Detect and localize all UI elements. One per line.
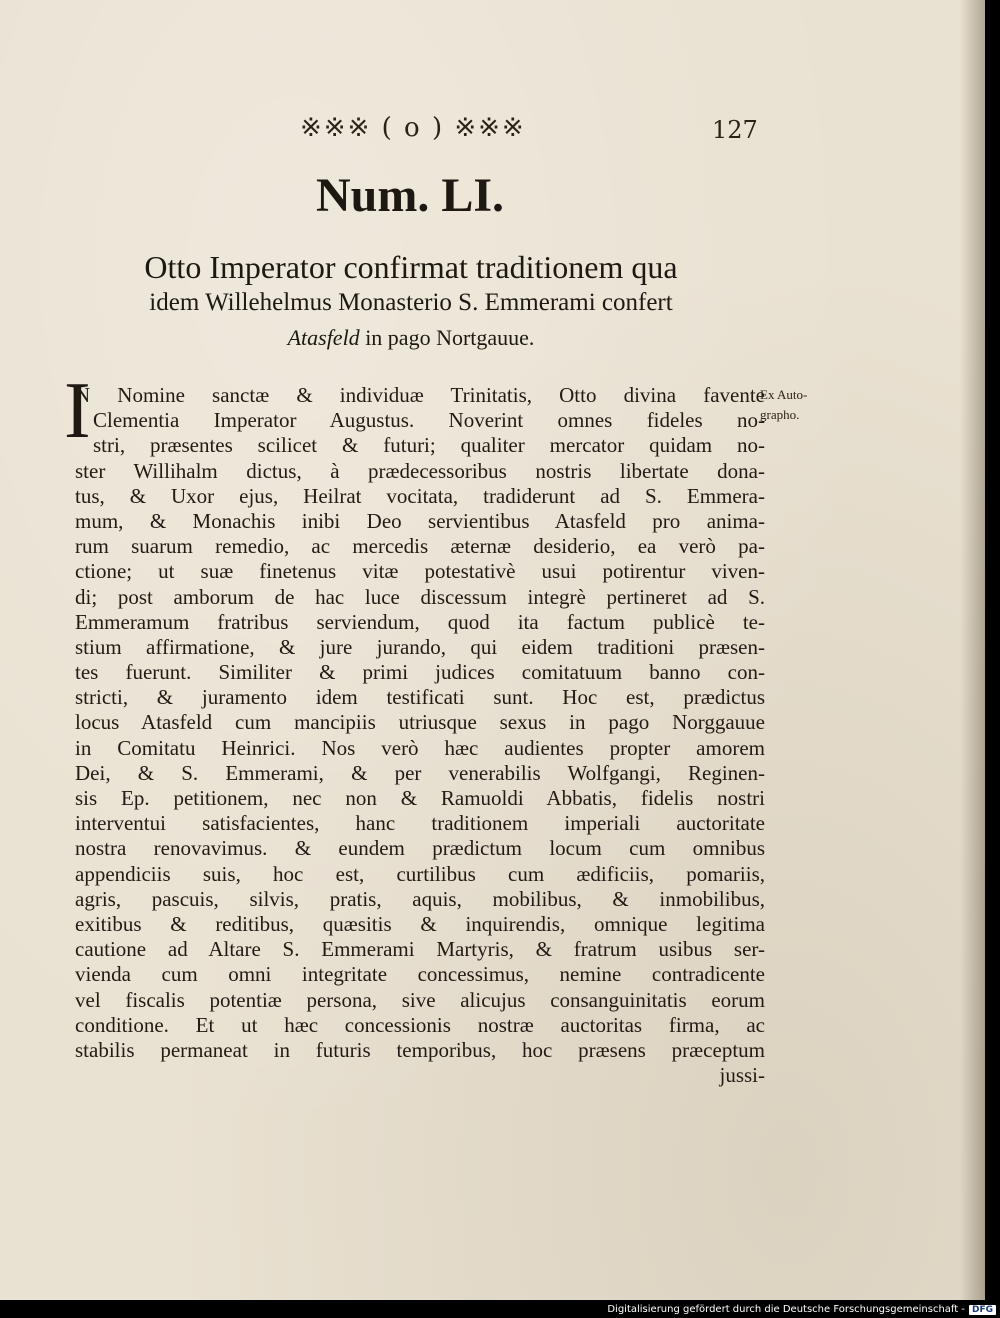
catchword: jussi- — [719, 1063, 765, 1088]
body-line: stium affirmatione, & jure jurando, qui eidem traditioni præsen- — [75, 634, 765, 659]
body-line: vienda cum omni integritate concessimus, nemine contradicente — [75, 962, 765, 987]
digitization-footer — [600, 1304, 996, 1315]
margin-note — [760, 385, 807, 425]
body-line: tus, & Uxor ejus, Heilrat vocitata, tradiderunt ad S. Emmera- — [75, 483, 765, 508]
body-line: in Comitatu Heinrici. Nos verò hæc audientes propter amorem — [75, 735, 765, 760]
body-line: exitibus & reditibus, quæsitis & inquirendis, omnique legitima — [75, 911, 765, 936]
body-line: interventui satisfacientes, hanc traditionem imperiali auctoritate — [75, 811, 765, 836]
body-line: sis Ep. petitionem, nec non & Ramuoldi Abbatis, fidelis nostri — [75, 786, 765, 810]
heading-place-name: Atasfeld — [287, 325, 360, 350]
margin-note-line-1: Ex Auto- — [760, 387, 808, 402]
body-line: ster Willihalm dictus, à prædecessoribus nostris libertate dona- — [75, 458, 765, 483]
body-line: stabilis permaneat in futuris temporibus, hoc præsens præceptum — [75, 1037, 765, 1062]
body-line: di; post amborum de hac luce discessum integrè pertineret ad S. — [75, 584, 765, 609]
body-line: Emmeramum fratribus serviendum, quod ita factum publicè te- — [75, 609, 765, 634]
page-number: 127 — [712, 116, 758, 144]
body-line: locus Atasfeld cum mancipiis utriusque sexus in pago Norggauue — [75, 710, 765, 735]
body-line: Clementia Imperator Augustus. Noverint omnes fideles no- — [93, 408, 765, 433]
margin-note-line-2: grapho. — [760, 407, 800, 422]
body-line: ctione; ut suæ finetenus vitæ potestativè usui potirentur viven- — [75, 559, 765, 584]
body-line: mum, & Monachis inibi Deo servientibus Atasfeld pro anima- — [75, 508, 765, 533]
body-line: conditione. Et ut hæc concessionis nostræ auctoritas firma, ac — [75, 1012, 765, 1037]
body-line: stricti, & juramento idem testificati sunt. Hoc est, prædictus — [75, 685, 765, 710]
body-text — [75, 383, 765, 1088]
body-line: stri, præsentes scilicet & futuri; qualiter mercator quidam no- — [93, 433, 765, 458]
body-line: N Nomine sanctæ & individuæ Trinitatis, Otto divina favente — [75, 383, 765, 407]
drop-cap: I — [64, 367, 91, 455]
footer-text: Digitalisierung gefördert durch die Deutsche Forschungsgemeinschaft - — [607, 1304, 965, 1315]
body-line: agris, pascuis, silvis, pratis, aquis, mobilibus, & inmobilibus, — [75, 886, 765, 911]
dfg-logo: DFG — [969, 1305, 996, 1315]
heading-line-1: Otto Imperator confirmat traditionem qua — [144, 249, 678, 285]
heading-line-2: idem Willehelmus Monasterio S. Emmerami confert — [149, 289, 673, 316]
page-gutter-shadow — [960, 0, 985, 1300]
body-line: Dei, & S. Emmerami, & per venerabilis Wolfgangi, Reginen- — [75, 760, 765, 785]
body-line: vel fiscalis potentiæ persona, sive alicujus consanguinitatis eorum — [75, 987, 765, 1012]
body-line: nostra renovavimus. & eundem prædictum locum cum omnibus — [75, 836, 765, 861]
heading-line-3 — [66, 325, 756, 351]
document-number-title: Num. LI. — [315, 169, 505, 222]
body-line: appendiciis suis, hoc est, curtilibus cum ædificiis, pomariis, — [75, 861, 765, 886]
heading-line-3-rest: in pago Nortgauue. — [359, 325, 535, 350]
header-ornament: ※※※ ( o ) ※※※ — [300, 113, 526, 143]
body-line: cautione ad Altare S. Emmerami Martyris, & fratrum usibus ser- — [75, 937, 765, 962]
body-line: tes fuerunt. Similiter & primi judices comitatuum banno con- — [75, 660, 765, 685]
body-line: rum suarum remedio, ac mercedis æternæ desiderio, ea verò pa- — [75, 534, 765, 559]
